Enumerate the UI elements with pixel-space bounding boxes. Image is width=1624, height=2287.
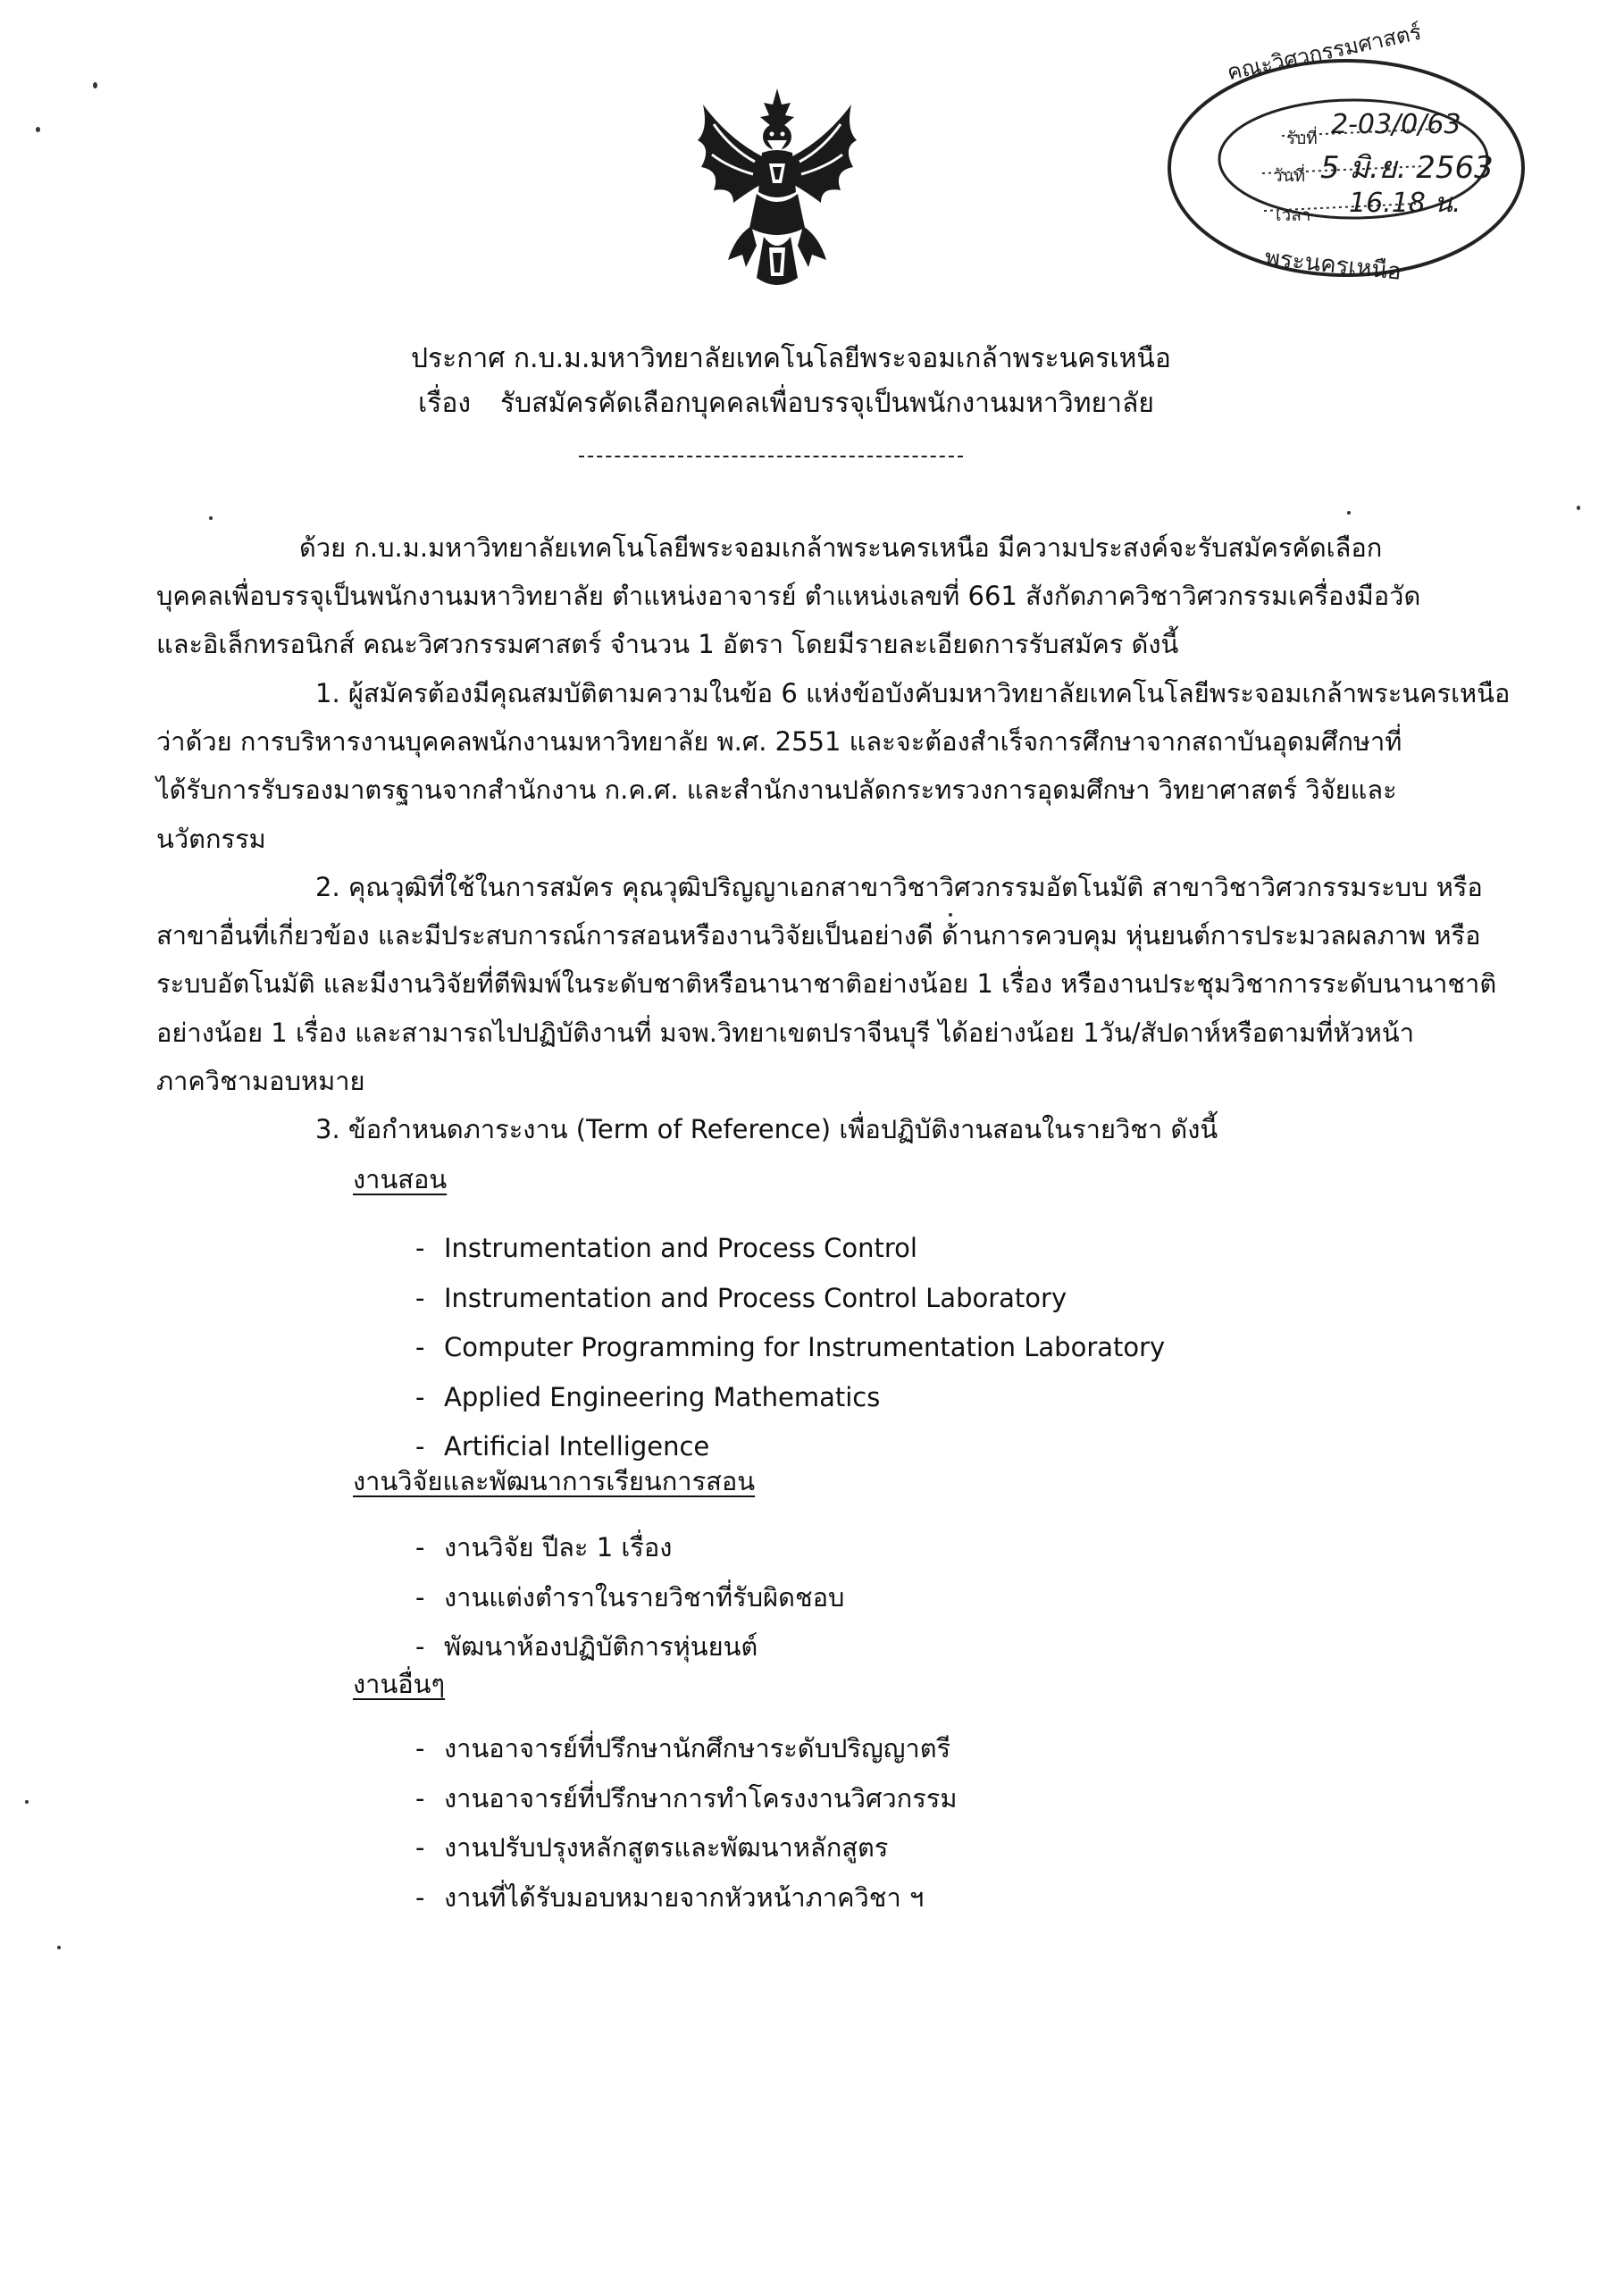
list-item-text: งานที่ได้รับมอบหมายจากหัวหน้าภาควิชา ฯ — [444, 1881, 925, 1913]
list-marker: - — [415, 1532, 425, 1562]
item-3-line: 3. ข้อกำหนดภาระงาน (Term of Reference) เพื่อปฏิบัติงานสอนในรายวิชา ดังนี้ — [315, 1114, 1218, 1144]
list-item-text: งานแต่งตำราในรายวิชาที่รับผิดชอบ — [444, 1581, 845, 1613]
list-item-text: Applied Engineering Mathematics — [444, 1381, 881, 1412]
scan-speck — [1347, 511, 1351, 515]
item-2-paragraph — [156, 863, 1496, 1105]
other-heading: งานอื่นๆ — [353, 1669, 446, 1699]
list-marker: - — [415, 1631, 425, 1662]
scan-speck — [57, 1946, 61, 1949]
list-item — [415, 1373, 1165, 1423]
stamp-time: 16.18 น. — [1349, 188, 1461, 219]
list-item-text: Instrumentation and Process Control Laboratory — [444, 1282, 1067, 1313]
research-heading: งานวิจัยและพัฒนาการเรียนการสอน — [353, 1466, 756, 1496]
item-2-line: ระบบอัตโนมัติ และมีงานวิจัยที่ตีพิมพ์ในระดับชาติหรือนานาชาติอย่างน้อย 1 เรื่อง หรืองานประชุมวิชาการระดับนานาชาติ — [156, 968, 1497, 1000]
intro-line: ด้วย ก.บ.ม.มหาวิทยาลัยเทคโนโลยีพระจอมเกล้าพระนครเหนือ มีความประสงค์จะรับสมัครคัดเลือก — [299, 532, 1383, 563]
item-2-line: 2. คุณวุฒิที่ใช้ในการสมัคร คุณวุฒิปริญญาเอกสาขาวิชาวิศวกรรมอัตโนมัติ สาขาวิชาวิศวกรรมระบบ หรือ — [315, 872, 1483, 902]
stamp-org: คณะวิศวกรรมศาสตร์ — [1225, 19, 1424, 86]
intro-line: บุคคลเพื่อบรรจุเป็นพนักงานมหาวิทยาลัย ตำแหน่งอาจารย์ ตำแหน่งเลขที่ 661 สังกัดภาควิชาวิศวกรรมเครื่องมือวัด — [156, 581, 1421, 612]
scan-speck — [209, 516, 213, 520]
garuda-emblem-icon — [692, 85, 862, 295]
stamp-received-no-label: รับที่ — [1286, 129, 1318, 148]
list-marker: - — [415, 1282, 425, 1313]
stamp-time-label: เวลา — [1276, 205, 1311, 225]
header-divider — [579, 456, 963, 457]
list-marker: - — [415, 1782, 425, 1814]
stamp-received-no: 2-03/0/63 — [1331, 109, 1461, 140]
scan-speck — [36, 127, 40, 132]
list-item-text: งานปรับปรุงหลักสูตรและพัฒนาหลักสูตร — [444, 1832, 889, 1863]
stamp-campus: พระนครเหนือ — [1263, 244, 1403, 286]
list-item — [415, 1724, 957, 1774]
item-1-line: ได้รับการรับรองมาตรฐานจากสำนักงาน ก.ค.ศ. และสำนักงานปลัดกระทรวงการอุดมศึกษา วิทยาศาสตร์ วิจัยและ — [156, 775, 1397, 806]
scan-speck — [93, 82, 97, 88]
list-item — [415, 1323, 1165, 1373]
intro-line: และอิเล็กทรอนิกส์ คณะวิศวกรรมศาสตร์ จำนวน 1 อัตรา โดยมีรายละเอียดการรับสมัคร ดังนี้ — [156, 629, 1179, 660]
item-1-line: ว่าด้วย การบริหารงานบุคคลพนักงานมหาวิทยาลัย พ.ศ. 2551 และจะต้องสำเร็จการศึกษาจากสถาบันอุดมศึกษาที่ — [156, 726, 1402, 758]
list-item — [415, 1274, 1165, 1324]
list-item-text: Instrumentation and Process Control — [444, 1233, 917, 1263]
item-2-line: สาขาอื่นที่เกี่ยวข้อง และมีประสบการณ์การสอนหรืองานวิจัยเป็นอย่างดี ด้านการควบคุม หุ่นยนต์การประมวลผลภาพ หรือ — [156, 920, 1481, 951]
research-list — [415, 1523, 844, 1672]
list-item — [415, 1774, 957, 1824]
list-item — [415, 1573, 844, 1623]
announcement-title: ประกาศ ก.บ.ม.มหาวิทยาลัยเทคโนโลยีพระจอมเกล้าพระนครเหนือ — [411, 343, 1171, 374]
item-1-line: 1. ผู้สมัครต้องมีคุณสมบัติตามความในข้อ 6 แห่งข้อบังคับมหาวิทยาลัยเทคโนโลยีพระจอมเกล้าพระนครเหนือ — [315, 678, 1511, 708]
list-marker: - — [415, 1881, 425, 1913]
teaching-heading: งานสอน — [353, 1164, 448, 1194]
list-item — [415, 1873, 957, 1923]
list-item-text: งานอาจารย์ที่ปรึกษาการทำโครงงานวิศวกรรม — [444, 1782, 958, 1814]
item-2-line: อย่างน้อย 1 เรื่อง และสามารถไปปฏิบัติงานที่ มจพ.วิทยาเขตปราจีนบุรี ได้อย่างน้อย 1วัน/สัปดาห์หรือตามที่หัวหน้า — [156, 1017, 1414, 1048]
stamp-date-label: วันที่ — [1273, 166, 1306, 186]
list-marker: - — [415, 1581, 425, 1613]
list-marker: - — [415, 1233, 425, 1263]
scan-speck — [949, 913, 952, 917]
list-item — [415, 1823, 957, 1873]
item-1-paragraph — [156, 669, 1510, 863]
list-item — [415, 1622, 844, 1672]
stamp-date: 5 มิ.ย. 2563 — [1320, 150, 1494, 186]
list-marker: - — [415, 1832, 425, 1863]
list-item — [415, 1224, 1165, 1274]
list-marker: - — [415, 1381, 425, 1412]
list-marker: - — [415, 1431, 425, 1462]
teaching-list — [415, 1224, 1165, 1472]
other-list — [415, 1724, 957, 1923]
announcement-subject-label: เรื่อง — [418, 388, 472, 419]
list-item-text: งานอาจารย์ที่ปรึกษานักศึกษาระดับปริญญาตรี — [444, 1733, 951, 1763]
list-item — [415, 1523, 844, 1573]
list-item-text: Computer Programming for Instrumentation Laboratory — [444, 1332, 1166, 1362]
list-item-text: Artificial Intelligence — [444, 1431, 710, 1462]
list-item-text: พัฒนาห้องปฏิบัติการหุ่นยนต์ — [444, 1631, 758, 1662]
item-1-line: นวัตกรรม — [156, 823, 266, 854]
list-marker: - — [415, 1733, 425, 1763]
scan-speck — [25, 1800, 29, 1804]
announcement-subject: รับสมัครคัดเลือกบุคคลเพื่อบรรจุเป็นพนักงานมหาวิทยาลัย — [500, 388, 1154, 419]
item-2-line: ภาควิชามอบหมาย — [156, 1065, 365, 1096]
list-marker: - — [415, 1332, 425, 1362]
intro-paragraph — [156, 524, 1420, 669]
scan-speck — [1577, 506, 1580, 510]
list-item-text: งานวิจัย ปีละ 1 เรื่อง — [444, 1532, 673, 1562]
